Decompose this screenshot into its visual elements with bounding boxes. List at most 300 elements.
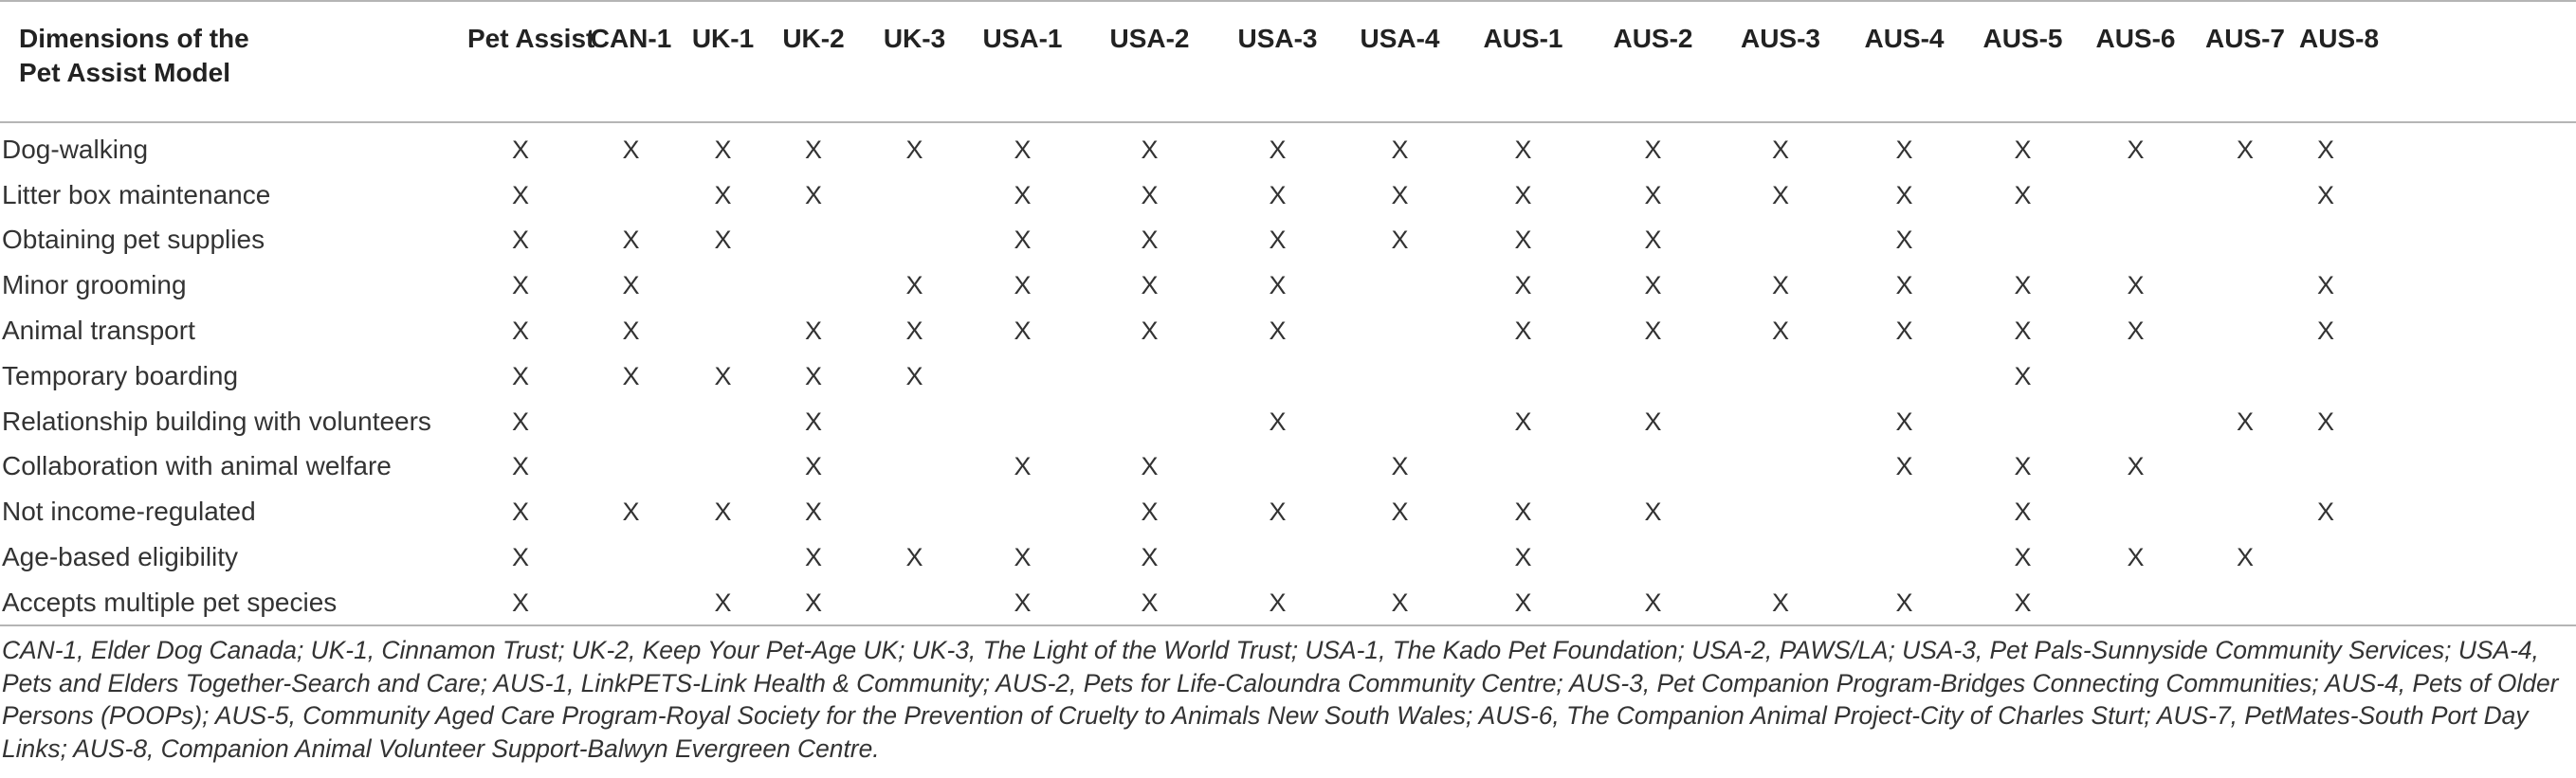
- row-label: Animal transport: [2, 316, 195, 346]
- cell-aus-2: [1588, 308, 1718, 353]
- cell-uk-3: [869, 308, 959, 353]
- cell-uk-1: [688, 580, 758, 625]
- x-mark: X: [2316, 317, 2334, 346]
- x-mark: X: [1644, 588, 1662, 617]
- x-mark: X: [511, 498, 529, 527]
- cell-can-1: [574, 580, 688, 625]
- cell-aus-7: [2191, 399, 2299, 444]
- column-header-label: AUS-4: [1864, 24, 1945, 53]
- table-row: [0, 534, 2352, 580]
- column-header-label: CAN-1: [590, 24, 672, 53]
- x-mark: X: [1895, 588, 1913, 617]
- x-mark: X: [511, 271, 529, 300]
- column-header-usa-3: [1214, 2, 1342, 121]
- cell-usa-3: [1214, 262, 1342, 308]
- cell-aus-1: [1458, 399, 1588, 444]
- cell-pet-assist: [467, 444, 574, 490]
- table-row: [0, 121, 2352, 172]
- x-mark: X: [1895, 407, 1913, 436]
- cell-aus-7: [2191, 308, 2299, 353]
- cell-aus-5: [1965, 121, 2080, 172]
- cell-uk-2: [758, 534, 869, 580]
- cell-usa-1: [959, 172, 1086, 218]
- cell-usa-4: [1342, 580, 1458, 625]
- x-mark: X: [622, 317, 640, 346]
- cell-aus-4: [1843, 489, 1965, 534]
- x-mark: X: [714, 226, 732, 255]
- cell-aus-6: [2080, 262, 2191, 308]
- cell-aus-8: [2299, 218, 2352, 263]
- cell-aus-3: [1718, 121, 1843, 172]
- row-label: Accepts multiple pet species: [2, 587, 338, 617]
- cell-aus-6: [2080, 308, 2191, 353]
- cell-uk-2: [758, 262, 869, 308]
- cell-aus-1: [1458, 308, 1588, 353]
- x-mark: X: [622, 361, 640, 390]
- cell-uk-2: [758, 353, 869, 399]
- cell-aus-3: [1718, 534, 1843, 580]
- cell-pet-assist: [467, 489, 574, 534]
- column-header-aus-2: [1588, 2, 1718, 121]
- x-mark: X: [1514, 317, 1532, 346]
- x-mark: X: [1269, 180, 1287, 209]
- dimensions-header: [0, 2, 467, 121]
- cell-aus-1: [1458, 262, 1588, 308]
- x-mark: X: [2014, 452, 2032, 481]
- cell-usa-1: [959, 262, 1086, 308]
- cell-uk-2: [758, 308, 869, 353]
- cell-pet-assist: [467, 262, 574, 308]
- x-mark: X: [2127, 271, 2145, 300]
- cell-uk-1: [688, 172, 758, 218]
- x-mark: X: [1514, 135, 1532, 164]
- x-mark: X: [2316, 407, 2334, 436]
- x-mark: X: [2014, 543, 2032, 572]
- column-header-aus-5: [1965, 2, 2080, 121]
- x-mark: X: [2014, 271, 2032, 300]
- cell-uk-1: [688, 444, 758, 490]
- cell-aus-5: [1965, 218, 2080, 263]
- x-mark: X: [511, 226, 529, 255]
- column-header-label: UK-3: [883, 24, 946, 53]
- cell-usa-4: [1342, 262, 1458, 308]
- cell-uk-1: [688, 489, 758, 534]
- x-mark: X: [2127, 317, 2145, 346]
- column-header-label: Pet Assist: [467, 24, 595, 53]
- cell-aus-4: [1843, 262, 1965, 308]
- column-header-usa-4: [1342, 2, 1458, 121]
- cell-usa-1: [959, 308, 1086, 353]
- cell-aus-8: [2299, 353, 2352, 399]
- cell-usa-1: [959, 580, 1086, 625]
- table-row: [0, 262, 2352, 308]
- cell-usa-3: [1214, 489, 1342, 534]
- column-header-aus-3: [1718, 2, 1843, 121]
- cell-aus-2: [1588, 262, 1718, 308]
- table-row: [0, 580, 2352, 625]
- x-mark: X: [1269, 135, 1287, 164]
- x-mark: X: [1514, 407, 1532, 436]
- x-mark: X: [1514, 543, 1532, 572]
- cell-aus-2: [1588, 121, 1718, 172]
- column-header-usa-1: [959, 2, 1086, 121]
- x-mark: X: [1269, 588, 1287, 617]
- x-mark: X: [1895, 226, 1913, 255]
- cell-uk-2: [758, 580, 869, 625]
- cell-usa-2: [1086, 399, 1214, 444]
- cell-usa-2: [1086, 121, 1214, 172]
- cell-usa-1: [959, 121, 1086, 172]
- x-mark: X: [2014, 180, 2032, 209]
- table-row: [0, 444, 2352, 490]
- x-mark: X: [1514, 271, 1532, 300]
- cell-aus-7: [2191, 172, 2299, 218]
- x-mark: X: [2014, 317, 2032, 346]
- x-mark: X: [1391, 135, 1409, 164]
- column-header-label: AUS-6: [2095, 24, 2176, 53]
- table-header-row: [0, 2, 2352, 121]
- cell-uk-3: [869, 399, 959, 444]
- cell-can-1: [574, 218, 688, 263]
- x-mark: X: [622, 226, 640, 255]
- cell-aus-2: [1588, 580, 1718, 625]
- x-mark: X: [1014, 135, 1032, 164]
- x-mark: X: [804, 452, 822, 481]
- x-mark: X: [1014, 543, 1032, 572]
- column-header-label: USA-3: [1237, 24, 1318, 53]
- cell-aus-6: [2080, 172, 2191, 218]
- x-mark: X: [2236, 407, 2254, 436]
- x-mark: X: [1141, 452, 1159, 481]
- x-mark: X: [905, 135, 923, 164]
- cell-usa-4: [1342, 489, 1458, 534]
- x-mark: X: [804, 588, 822, 617]
- cell-usa-3: [1214, 121, 1342, 172]
- x-mark: X: [1269, 498, 1287, 527]
- cell-usa-1: [959, 489, 1086, 534]
- column-header-label: AUS-2: [1613, 24, 1693, 53]
- cell-aus-7: [2191, 534, 2299, 580]
- row-label: Not income-regulated: [2, 497, 256, 527]
- cell-uk-3: [869, 444, 959, 490]
- cell-usa-2: [1086, 580, 1214, 625]
- x-mark: X: [1895, 271, 1913, 300]
- cell-aus-3: [1718, 399, 1843, 444]
- row-label: Litter box maintenance: [2, 179, 271, 209]
- cell-usa-4: [1342, 353, 1458, 399]
- x-mark: X: [1895, 317, 1913, 346]
- cell-aus-6: [2080, 399, 2191, 444]
- x-mark: X: [804, 317, 822, 346]
- cell-aus-2: [1588, 353, 1718, 399]
- x-mark: X: [511, 407, 529, 436]
- x-mark: X: [804, 407, 822, 436]
- x-mark: X: [1391, 498, 1409, 527]
- column-header-label: AUS-1: [1483, 24, 1563, 53]
- column-header-label: USA-4: [1360, 24, 1440, 53]
- cell-usa-3: [1214, 580, 1342, 625]
- cell-aus-5: [1965, 262, 2080, 308]
- cell-usa-1: [959, 353, 1086, 399]
- x-mark: X: [2236, 543, 2254, 572]
- cell-usa-2: [1086, 262, 1214, 308]
- x-mark: X: [1391, 588, 1409, 617]
- x-mark: X: [1771, 271, 1789, 300]
- cell-uk-3: [869, 262, 959, 308]
- x-mark: X: [1644, 180, 1662, 209]
- cell-uk-2: [758, 172, 869, 218]
- cell-pet-assist: [467, 172, 574, 218]
- cell-uk-1: [688, 262, 758, 308]
- cell-uk-2: [758, 399, 869, 444]
- x-mark: X: [1644, 135, 1662, 164]
- x-mark: X: [1771, 588, 1789, 617]
- cell-aus-8: [2299, 580, 2352, 625]
- cell-aus-3: [1718, 580, 1843, 625]
- cell-aus-4: [1843, 444, 1965, 490]
- x-mark: X: [2236, 135, 2254, 164]
- cell-aus-5: [1965, 172, 2080, 218]
- x-mark: X: [1014, 452, 1032, 481]
- cell-pet-assist: [467, 353, 574, 399]
- x-mark: X: [804, 361, 822, 390]
- x-mark: X: [1269, 317, 1287, 346]
- cell-aus-7: [2191, 489, 2299, 534]
- cell-can-1: [574, 489, 688, 534]
- cell-pet-assist: [467, 580, 574, 625]
- x-mark: X: [2014, 588, 2032, 617]
- row-label: Dog-walking: [2, 134, 149, 164]
- cell-uk-2: [758, 444, 869, 490]
- cell-pet-assist: [467, 121, 574, 172]
- cell-aus-6: [2080, 534, 2191, 580]
- cell-uk-3: [869, 580, 959, 625]
- column-header-label: AUS-3: [1740, 24, 1820, 53]
- table-row: [0, 399, 2352, 444]
- cell-aus-7: [2191, 580, 2299, 625]
- x-mark: X: [1141, 317, 1159, 346]
- x-mark: X: [2127, 135, 2145, 164]
- column-header-uk-3: [869, 2, 959, 121]
- x-mark: X: [1269, 407, 1287, 436]
- x-mark: X: [714, 135, 732, 164]
- x-mark: X: [2316, 135, 2334, 164]
- cell-usa-1: [959, 399, 1086, 444]
- cell-aus-8: [2299, 489, 2352, 534]
- column-header-pet-assist: [467, 2, 595, 121]
- x-mark: X: [804, 135, 822, 164]
- cell-usa-2: [1086, 534, 1214, 580]
- x-mark: X: [1514, 180, 1532, 209]
- x-mark: X: [905, 271, 923, 300]
- column-header-aus-7: [2191, 2, 2299, 121]
- cell-aus-3: [1718, 489, 1843, 534]
- x-mark: X: [511, 452, 529, 481]
- x-mark: X: [714, 498, 732, 527]
- column-header-aus-1: [1458, 2, 1588, 121]
- cell-aus-4: [1843, 121, 1965, 172]
- table-row: [0, 353, 2352, 399]
- cell-aus-5: [1965, 353, 2080, 399]
- x-mark: X: [622, 135, 640, 164]
- x-mark: X: [622, 271, 640, 300]
- table-row: [0, 218, 2352, 263]
- cell-usa-4: [1342, 121, 1458, 172]
- x-mark: X: [1014, 180, 1032, 209]
- x-mark: X: [1514, 226, 1532, 255]
- table-body: [0, 121, 2352, 625]
- cell-aus-4: [1843, 172, 1965, 218]
- x-mark: X: [1644, 271, 1662, 300]
- x-mark: X: [804, 498, 822, 527]
- x-mark: X: [1644, 226, 1662, 255]
- cell-usa-4: [1342, 444, 1458, 490]
- cell-can-1: [574, 534, 688, 580]
- cell-aus-8: [2299, 121, 2352, 172]
- x-mark: X: [1644, 498, 1662, 527]
- x-mark: X: [1391, 452, 1409, 481]
- cell-aus-1: [1458, 580, 1588, 625]
- column-header-label: AUS-5: [1982, 24, 2063, 53]
- column-header-label: UK-2: [782, 24, 845, 53]
- cell-aus-2: [1588, 218, 1718, 263]
- cell-aus-8: [2299, 399, 2352, 444]
- cell-uk-3: [869, 172, 959, 218]
- cell-can-1: [574, 308, 688, 353]
- row-label: Collaboration with animal welfare: [2, 451, 392, 481]
- cell-aus-6: [2080, 580, 2191, 625]
- cell-aus-8: [2299, 262, 2352, 308]
- x-mark: X: [1141, 271, 1159, 300]
- cell-aus-7: [2191, 444, 2299, 490]
- dimensions-header-line1: Dimensions of the: [19, 24, 249, 53]
- x-mark: X: [1771, 317, 1789, 346]
- cell-can-1: [574, 121, 688, 172]
- x-mark: X: [2014, 135, 2032, 164]
- x-mark: X: [2014, 361, 2032, 390]
- x-mark: X: [1269, 271, 1287, 300]
- x-mark: X: [1014, 226, 1032, 255]
- cell-aus-3: [1718, 444, 1843, 490]
- cell-usa-4: [1342, 399, 1458, 444]
- x-mark: X: [2127, 452, 2145, 481]
- cell-aus-1: [1458, 489, 1588, 534]
- cell-uk-1: [688, 218, 758, 263]
- cell-usa-1: [959, 534, 1086, 580]
- x-mark: X: [804, 543, 822, 572]
- cell-aus-3: [1718, 353, 1843, 399]
- cell-uk-1: [688, 399, 758, 444]
- cell-aus-6: [2080, 444, 2191, 490]
- cell-usa-3: [1214, 534, 1342, 580]
- column-header-aus-4: [1843, 2, 1965, 121]
- x-mark: X: [1514, 498, 1532, 527]
- row-label: Obtaining pet supplies: [2, 225, 265, 255]
- x-mark: X: [804, 180, 822, 209]
- cell-pet-assist: [467, 399, 574, 444]
- cell-can-1: [574, 399, 688, 444]
- cell-usa-2: [1086, 444, 1214, 490]
- cell-uk-2: [758, 121, 869, 172]
- x-mark: X: [1141, 498, 1159, 527]
- cell-aus-2: [1588, 399, 1718, 444]
- cell-uk-3: [869, 121, 959, 172]
- cell-can-1: [574, 172, 688, 218]
- cell-aus-6: [2080, 218, 2191, 263]
- x-mark: X: [1771, 180, 1789, 209]
- cell-usa-3: [1214, 399, 1342, 444]
- cell-uk-1: [688, 353, 758, 399]
- cell-aus-3: [1718, 262, 1843, 308]
- cell-aus-4: [1843, 580, 1965, 625]
- table-row: [0, 172, 2352, 218]
- cell-usa-3: [1214, 353, 1342, 399]
- x-mark: X: [1771, 135, 1789, 164]
- cell-aus-5: [1965, 580, 2080, 625]
- cell-aus-8: [2299, 444, 2352, 490]
- cell-aus-8: [2299, 308, 2352, 353]
- cell-aus-6: [2080, 489, 2191, 534]
- column-header-label: AUS-7: [2204, 24, 2285, 53]
- column-header-label: USA-1: [982, 24, 1063, 53]
- x-mark: X: [2014, 498, 2032, 527]
- cell-uk-1: [688, 534, 758, 580]
- row-label: Minor grooming: [2, 270, 187, 300]
- column-header-label: AUS-8: [2299, 24, 2380, 53]
- cell-aus-7: [2191, 262, 2299, 308]
- cell-aus-3: [1718, 308, 1843, 353]
- x-mark: X: [1141, 543, 1159, 572]
- cell-can-1: [574, 262, 688, 308]
- cell-uk-1: [688, 121, 758, 172]
- x-mark: X: [714, 361, 732, 390]
- x-mark: X: [511, 135, 529, 164]
- cell-uk-2: [758, 218, 869, 263]
- cell-aus-7: [2191, 121, 2299, 172]
- cell-usa-2: [1086, 308, 1214, 353]
- row-label: Temporary boarding: [2, 360, 239, 390]
- cell-aus-5: [1965, 534, 2080, 580]
- cell-usa-4: [1342, 308, 1458, 353]
- column-header-label: USA-2: [1109, 24, 1190, 53]
- x-mark: X: [622, 498, 640, 527]
- cell-aus-4: [1843, 534, 1965, 580]
- x-mark: X: [511, 588, 529, 617]
- x-mark: X: [1269, 226, 1287, 255]
- x-mark: X: [1014, 271, 1032, 300]
- cell-pet-assist: [467, 308, 574, 353]
- cell-aus-1: [1458, 353, 1588, 399]
- cell-aus-1: [1458, 172, 1588, 218]
- column-header-label: UK-1: [691, 24, 755, 53]
- x-mark: X: [1391, 180, 1409, 209]
- cell-aus-5: [1965, 399, 2080, 444]
- cell-aus-4: [1843, 353, 1965, 399]
- x-mark: X: [2316, 271, 2334, 300]
- x-mark: X: [1644, 317, 1662, 346]
- x-mark: X: [714, 180, 732, 209]
- column-header-can-1: [574, 2, 688, 121]
- cell-aus-3: [1718, 218, 1843, 263]
- cell-aus-5: [1965, 489, 2080, 534]
- cell-aus-1: [1458, 218, 1588, 263]
- column-header-uk-2: [758, 2, 869, 121]
- cell-aus-8: [2299, 172, 2352, 218]
- row-label: Age-based eligibility: [2, 542, 239, 572]
- x-mark: X: [2316, 498, 2334, 527]
- cell-aus-4: [1843, 218, 1965, 263]
- cell-aus-2: [1588, 172, 1718, 218]
